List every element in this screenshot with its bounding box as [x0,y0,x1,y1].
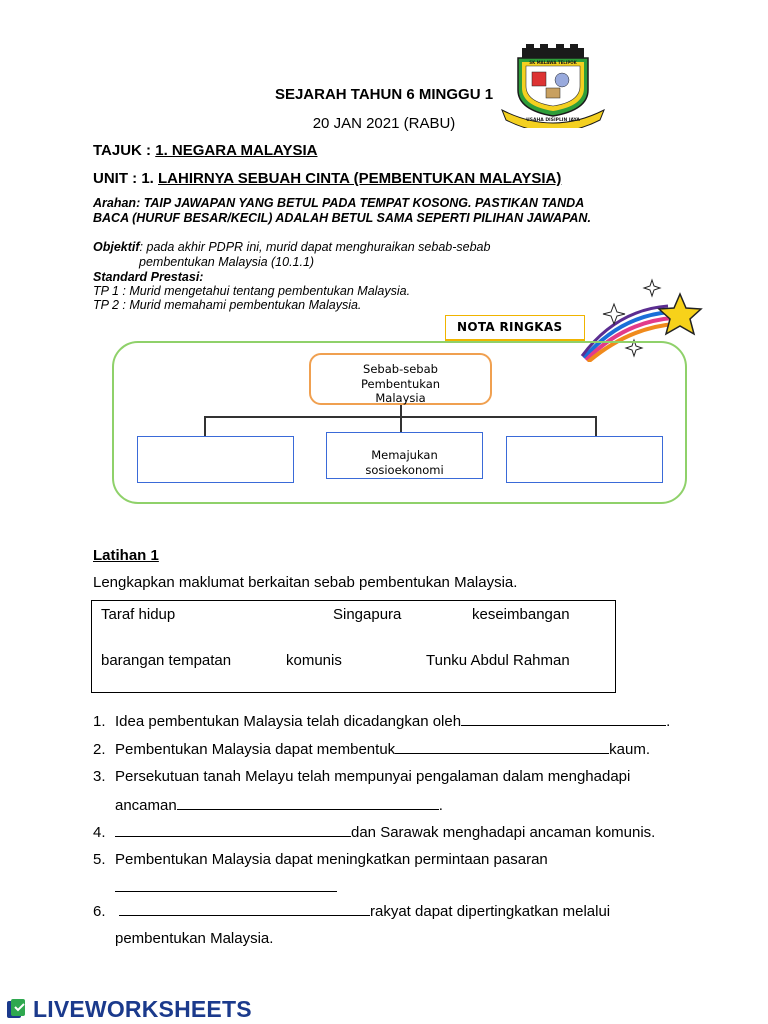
school-name: SK MALAWA TELIPOK [529,60,577,65]
diagram-center-box: Sebab-sebab Pembentukan Malaysia [309,353,492,405]
word-bank-item: keseimbangan [472,606,570,623]
liveworksheets-footer [6,994,252,1024]
word-bank-item: Singapura [333,606,402,623]
unit-value: LAHIRNYA SEBUAH CINTA (PEMBENTUKAN MALAYSIA) [158,170,562,187]
standard-prestasi: Standard Prestasi: TP 1 : Murid mengetahui tentang pembentukan Malaysia. TP 2 : Murid memahami pembentukan Malaysia. [93,270,411,312]
answer-blank-3[interactable] [177,795,439,810]
latihan-instruction: Lengkapkan maklumat berkaitan sebab pembentukan Malaysia. [93,574,518,591]
question-3-continued: ancaman . [115,797,443,814]
liveworksheets-logo-icon [6,998,30,1020]
question-2: 2. Pembentukan Malaysia dapat membentuk kaum. [93,741,651,758]
liveworksheets-brand: LIVEWORKSHEETS [33,995,252,1022]
diagram-box-right[interactable] [506,436,663,483]
answer-blank-4[interactable] [115,822,351,837]
connector-vertical-left [204,416,206,436]
question-6-continued: pembentukan Malaysia. [115,930,274,947]
question-5: 5. Pembentukan Malaysia dapat meningkatkan permintaan pasaran [93,851,548,868]
answer-blank-1[interactable] [461,711,666,726]
question-6: 6. rakyat dapat dipertingkatkan melalui [93,903,611,920]
worksheet-date: 20 JAN 2021 (RABU) [312,115,456,132]
answer-blank-2[interactable] [395,739,609,754]
connector-vertical-middle [400,416,402,433]
diagram-box-middle: Memajukan sosioekonomi [326,432,483,479]
worksheet-title: SEJARAH TAHUN 6 MINGGU 1 [274,86,494,103]
nota-ringkas-label: NOTA RINGKAS [445,315,585,341]
school-logo [500,44,606,128]
diagram-box-left[interactable] [137,436,294,483]
word-bank-item: Tunku Abdul Rahman [426,652,570,669]
latihan-title: Latihan 1 [93,547,159,564]
word-bank-item: Taraf hidup [101,606,176,623]
question-1: 1. Idea pembentukan Malaysia telah dicadangkan oleh . [93,713,671,730]
arahan-instructions: Arahan: TAIP JAWAPAN YANG BETUL PADA TEMPAT KOSONG. PASTIKAN TANDA BACA (HURUF BESAR/KECIL) ADALAH BETUL SAMA SEPERTI PILIHAN JAWAPAN. [93,196,591,225]
tajuk-heading: TAJUK : 1. NEGARA MALAYSIA [93,142,318,159]
objektif-text: Objektif: pada akhir PDPR ini, murid dapat menghuraikan sebab-sebab pembentukan Malaysia (10.1.1) [93,240,491,269]
tajuk-value: 1. NEGARA MALAYSIA [155,142,318,159]
word-bank-item: barangan tempatan [101,652,232,669]
question-4: 4. dan Sarawak menghadapi ancaman komunis. [93,824,656,841]
word-bank [91,600,616,693]
word-bank-item: komunis [286,652,342,669]
connector-vertical-right [595,416,597,436]
question-3: 3. Persekutuan tanah Melayu telah mempunyai pengalaman dalam menghadapi [93,768,631,785]
school-motto: USAHA DISIPLIN JAYA [526,118,580,123]
answer-blank-6[interactable] [119,901,370,916]
question-5-continued [115,877,337,898]
unit-heading: UNIT : 1. LAHIRNYA SEBUAH CINTA (PEMBENTUKAN MALAYSIA) [93,170,562,187]
answer-blank-5[interactable] [115,877,337,892]
